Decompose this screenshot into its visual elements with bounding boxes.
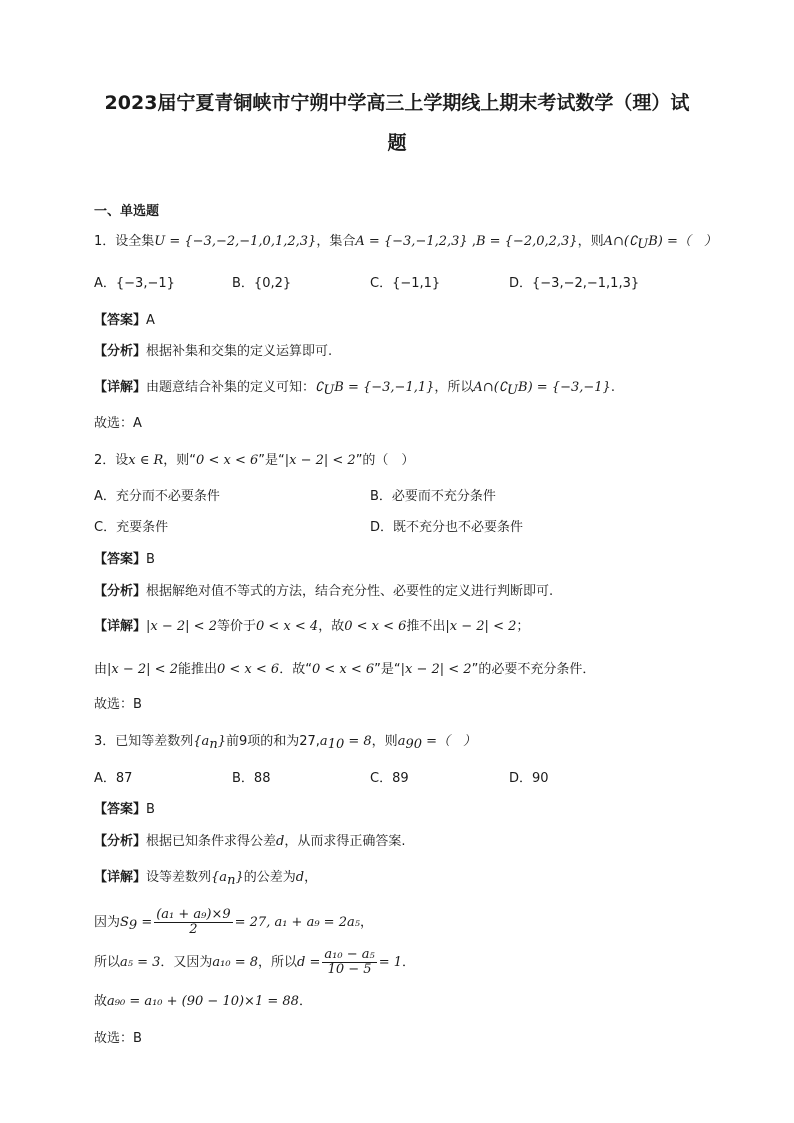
q3-option-a: A．87 bbox=[94, 771, 133, 786]
q1-comma: , bbox=[467, 234, 476, 249]
detail-math: = bbox=[137, 915, 153, 930]
q3-text: 3．已知等差数列 bbox=[94, 734, 194, 749]
q2-text: 2．设 bbox=[94, 453, 129, 468]
q2-option-d: D．既不充分也不必要条件 bbox=[370, 520, 524, 535]
q2-answer bbox=[94, 551, 155, 569]
q3-option-b: B．88 bbox=[232, 771, 271, 786]
q2-math: 0 < x < 6 bbox=[196, 453, 259, 468]
q1-text: 1．设全集 bbox=[94, 234, 155, 249]
q1-set-a: A = {−3,−1,2,3} bbox=[355, 234, 468, 249]
q3-math: a bbox=[397, 734, 406, 749]
detail-math: A∩(∁ bbox=[473, 380, 508, 395]
detail-text: ， bbox=[304, 870, 318, 885]
detail-math-sub: U bbox=[507, 383, 519, 398]
q1-option-a: A．{−3,−1} bbox=[94, 276, 175, 291]
q2-option-b: B．必要而不充分条件 bbox=[370, 489, 496, 504]
q3-answer bbox=[94, 801, 155, 819]
detail-tag: 【详解】 bbox=[94, 619, 147, 634]
detail-math: } bbox=[235, 870, 244, 885]
q2-choice: 故选：B bbox=[94, 697, 142, 712]
analysis-text: 根据已知条件求得公差 bbox=[146, 834, 277, 849]
detail-text: 设等差数列 bbox=[146, 870, 212, 885]
detail-text: 故 bbox=[94, 994, 108, 1009]
answer-tag: 【答案】 bbox=[94, 802, 147, 817]
q3-option-c: C．89 bbox=[370, 771, 409, 786]
fraction bbox=[322, 948, 376, 977]
q1-expression-sub: U bbox=[637, 237, 649, 252]
q2-detail-line-1 bbox=[94, 618, 529, 636]
fraction-denominator: 10 − 5 bbox=[327, 962, 372, 977]
detail-math: a₉₀ = a₁₀ + (90 − 10)×1 = 88 bbox=[107, 994, 299, 1009]
q3-math: = 8 bbox=[344, 734, 372, 749]
detail-math: |x − 2| < 2 bbox=[146, 619, 217, 634]
section-heading: 一、单选题 bbox=[94, 204, 160, 219]
q2-math: |x − 2| < 2 bbox=[284, 453, 356, 468]
fraction bbox=[154, 908, 232, 937]
analysis-text: 根据补集和交集的定义运算即可. bbox=[146, 344, 333, 359]
q1-answer bbox=[94, 312, 155, 330]
q3-math: a bbox=[319, 734, 328, 749]
q2-text: ”是“ bbox=[258, 453, 285, 468]
detail-math: a₅ = 3 bbox=[120, 955, 161, 970]
q1-detail bbox=[94, 379, 615, 400]
q3-detail-line-4 bbox=[94, 993, 312, 1011]
detail-text: 的公差为 bbox=[243, 870, 296, 885]
detail-text: ．故“ bbox=[279, 662, 312, 677]
detail-text: ． bbox=[298, 994, 312, 1009]
q3-option-d: D．90 bbox=[509, 771, 549, 786]
detail-text: ． bbox=[402, 955, 416, 970]
q1-choice: 故选：A bbox=[94, 416, 142, 431]
detail-text: 等价于 bbox=[216, 619, 256, 634]
detail-text: 由 bbox=[94, 662, 108, 677]
detail-text: 推不出 bbox=[406, 619, 446, 634]
detail-text: ．又因为 bbox=[160, 955, 213, 970]
detail-text: . bbox=[610, 380, 615, 395]
q3-math: } bbox=[217, 734, 226, 749]
detail-text: ，故 bbox=[318, 619, 345, 634]
q1-option-c: C．{−1,1} bbox=[370, 276, 441, 291]
q2-text: ”的（ ） bbox=[355, 453, 415, 468]
detail-math: a₁₀ = 8 bbox=[212, 955, 259, 970]
q3-math: {a bbox=[193, 734, 210, 749]
q1-set-b: B = {−2,0,2,3} bbox=[475, 234, 578, 249]
detail-math: d = bbox=[297, 955, 321, 970]
answer-value: A bbox=[146, 313, 155, 328]
q3-text: ，则 bbox=[371, 734, 398, 749]
question-1-stem bbox=[94, 233, 717, 254]
q2-detail-line-2 bbox=[94, 661, 595, 679]
q1-option-d: D．{−3,−2,−1,1,3} bbox=[509, 276, 640, 291]
analysis-text: 根据解绝对值不等式的方法，结合充分性、必要性的定义进行判断即可. bbox=[146, 584, 554, 599]
q2-option-a: A．充分而不必要条件 bbox=[94, 489, 220, 504]
detail-math: 0 < x < 6 bbox=[344, 619, 407, 634]
analysis-text: ，从而求得正确答案. bbox=[284, 834, 406, 849]
q3-math-sub: 10 bbox=[327, 737, 345, 752]
q2-analysis bbox=[94, 583, 553, 601]
answer-value: B bbox=[146, 802, 155, 817]
detail-text: 由题意结合补集的定义可知： bbox=[146, 380, 316, 395]
q1-analysis bbox=[94, 343, 332, 361]
detail-text: 能推出 bbox=[177, 662, 217, 677]
fraction-denominator: 2 bbox=[189, 922, 198, 937]
detail-math: {a bbox=[211, 870, 228, 885]
detail-math-sub: 9 bbox=[128, 918, 138, 933]
q1-option-b: B．{0,2} bbox=[232, 276, 292, 291]
detail-math: |x − 2| < 2 bbox=[400, 662, 472, 677]
detail-math: 0 < x < 6 bbox=[216, 662, 280, 677]
analysis-math: d bbox=[276, 834, 285, 849]
q3-detail-line-2 bbox=[94, 906, 373, 940]
question-2-stem bbox=[94, 452, 414, 470]
detail-math: B = {−3,−1,1} bbox=[334, 380, 435, 395]
detail-math: |x − 2| < 2 bbox=[107, 662, 178, 677]
answer-value: B bbox=[146, 552, 155, 567]
analysis-tag: 【分析】 bbox=[94, 834, 147, 849]
detail-math: B) = {−3,−1} bbox=[518, 380, 611, 395]
q1-universal-set: U = {−3,−2,−1,0,1,2,3} bbox=[154, 234, 317, 249]
detail-text: ，所以 bbox=[434, 380, 474, 395]
q2-text: ，则“ bbox=[163, 453, 197, 468]
detail-math: d bbox=[295, 870, 305, 885]
q1-expression: A∩(∁ bbox=[603, 234, 638, 249]
q1-text: ，集合 bbox=[316, 234, 356, 249]
analysis-tag: 【分析】 bbox=[94, 584, 147, 599]
document-title-line-1: 2023届宁夏青铜峡市宁朔中学高三上学期线上期末考试数学（理）试 bbox=[104, 92, 690, 114]
detail-math-sub: n bbox=[227, 873, 236, 888]
answer-tag: 【答案】 bbox=[94, 552, 147, 567]
fraction-numerator: (a₁ + a₉)×9 bbox=[156, 907, 231, 922]
document-title-line-2: 题 bbox=[387, 132, 407, 154]
detail-text: ”是“ bbox=[374, 662, 401, 677]
detail-text: ，所以 bbox=[258, 955, 298, 970]
q3-math-sub: 90 bbox=[405, 737, 422, 752]
q1-text: ，则 bbox=[577, 234, 604, 249]
question-3-stem bbox=[94, 733, 476, 754]
detail-text: ， bbox=[359, 915, 373, 930]
q3-choice: 故选：B bbox=[94, 1031, 142, 1046]
q3-analysis bbox=[94, 833, 406, 851]
fraction-numerator: a₁₀ − a₅ bbox=[324, 947, 375, 962]
detail-math: 0 < x < 6 bbox=[311, 662, 375, 677]
detail-tag: 【详解】 bbox=[94, 870, 147, 885]
q1-expression-end: B) =（ ） bbox=[648, 234, 717, 249]
q2-option-c: C．充要条件 bbox=[94, 520, 169, 535]
detail-text: 因为 bbox=[94, 915, 121, 930]
q3-math-sub: n bbox=[209, 737, 218, 752]
q2-math: x ∈ R bbox=[128, 453, 164, 468]
detail-math: = 1 bbox=[378, 955, 402, 970]
detail-math: = 27, a₁ + a₉ = 2a₅ bbox=[234, 915, 360, 930]
answer-tag: 【答案】 bbox=[94, 313, 147, 328]
q3-detail-line-3 bbox=[94, 946, 415, 980]
q3-math: =（ ） bbox=[422, 734, 477, 749]
detail-math-sub: U bbox=[323, 383, 335, 398]
q3-detail-line-1 bbox=[94, 869, 317, 890]
detail-tag: 【详解】 bbox=[94, 380, 147, 395]
q3-text: 前9项的和为27, bbox=[225, 734, 320, 749]
detail-math: ∁ bbox=[315, 380, 324, 395]
detail-text: ”的必要不充分条件． bbox=[471, 662, 596, 677]
detail-text: 所以 bbox=[94, 955, 121, 970]
detail-math: 0 < x < 4 bbox=[255, 619, 319, 634]
detail-math: S bbox=[120, 915, 129, 930]
analysis-tag: 【分析】 bbox=[94, 344, 147, 359]
detail-text: ； bbox=[516, 619, 530, 634]
detail-math: |x − 2| < 2 bbox=[445, 619, 517, 634]
